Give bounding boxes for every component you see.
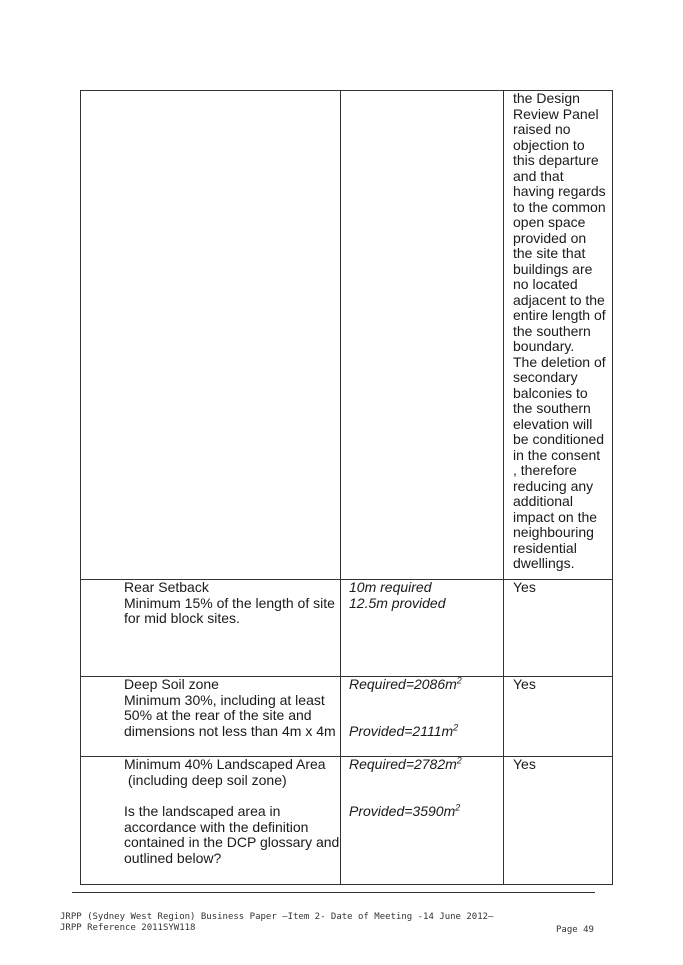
- required-line: [349, 757, 499, 773]
- table-row: [80, 579, 613, 676]
- control-text: [124, 677, 340, 739]
- line: 10m required: [349, 579, 432, 595]
- provided-value: Provided=3590m: [349, 802, 456, 819]
- table-cell-compliance: [504, 676, 613, 756]
- superscript: 2: [453, 721, 459, 732]
- line: in the consent: [513, 446, 601, 463]
- line: the Design: [513, 90, 580, 106]
- line: additional: [513, 493, 573, 509]
- line: and that: [513, 167, 564, 184]
- line: objection to: [513, 136, 585, 153]
- table-cell-compliance: [504, 756, 613, 884]
- line: outlined below?: [124, 849, 222, 866]
- line: to the common: [513, 198, 606, 215]
- line: for mid block sites.: [124, 610, 240, 626]
- table-cell-compliance: [504, 579, 613, 676]
- row-divider: [80, 884, 613, 885]
- line: adjacent to the: [513, 291, 605, 308]
- line: , therefore: [513, 462, 577, 478]
- line: buildings are: [513, 260, 593, 277]
- line: 12.5m provided: [349, 594, 446, 611]
- line: Minimum 40% Landscaped Area: [124, 756, 326, 772]
- control-text: [124, 757, 340, 866]
- table-cell-control: [80, 579, 341, 676]
- proposal-text: [349, 677, 499, 739]
- line: The deletion of: [513, 353, 606, 370]
- line: contained in the DCP glossary and: [124, 834, 340, 850]
- line: provided on: [513, 229, 587, 246]
- line: raised no: [513, 121, 571, 137]
- table-cell-proposal: [341, 676, 504, 756]
- line: this departure: [513, 152, 599, 168]
- superscript: 2: [455, 801, 461, 812]
- provided-line: [349, 721, 499, 740]
- table-cell-control: [80, 90, 341, 579]
- proposal-text: [349, 757, 499, 819]
- table-row: [80, 756, 613, 884]
- line: the site that: [513, 245, 586, 261]
- line: (including deep soil zone): [124, 771, 287, 788]
- line: open space: [513, 214, 586, 230]
- proposal-text: [349, 580, 499, 611]
- provided-value: Provided=2111m: [349, 722, 454, 739]
- table-cell-proposal: [341, 756, 504, 884]
- line: Deep Soil zone: [124, 676, 219, 692]
- compliance-comment: [513, 91, 611, 572]
- line: dwellings.: [513, 555, 575, 571]
- footer-rule: [72, 892, 595, 893]
- line: boundary.: [513, 338, 575, 354]
- line: Minimum 15% of the length of site: [124, 594, 335, 611]
- line: accordance with the definition: [124, 818, 309, 835]
- line: impact on the: [513, 508, 598, 525]
- line: dimensions not less than 4m x 4m: [124, 722, 336, 739]
- line: Review Panel: [513, 105, 599, 122]
- line: neighbouring: [513, 524, 594, 540]
- table-cell-proposal: [341, 90, 504, 579]
- line: having regards: [513, 183, 606, 199]
- table-row: [80, 90, 613, 579]
- required-line: [349, 677, 499, 693]
- provided-line: [349, 801, 499, 820]
- row-divider: [80, 90, 613, 91]
- line: be conditioned: [513, 431, 605, 447]
- control-text: [124, 580, 340, 627]
- line: the southern: [513, 322, 591, 339]
- line: the southern: [513, 400, 591, 416]
- line: reducing any: [513, 477, 594, 494]
- line: 50% at the rear of the site and: [124, 707, 312, 723]
- line: elevation will: [513, 415, 593, 432]
- line: secondary: [513, 369, 578, 385]
- spacer: [124, 788, 340, 804]
- line: Rear Setback: [124, 579, 209, 595]
- line: Minimum 30%, including at least: [124, 691, 325, 708]
- line: residential: [513, 539, 577, 556]
- table-cell-control: [80, 756, 341, 884]
- superscript: 2: [456, 755, 462, 766]
- table-cell-proposal: [341, 579, 504, 676]
- table-cell-compliance: [504, 90, 613, 579]
- compliance-value: Yes: [513, 579, 536, 595]
- compliance-value: Yes: [513, 676, 536, 692]
- line: Is the landscaped area in: [124, 803, 281, 819]
- line: entire length of: [513, 307, 606, 323]
- page-number: Page 49: [556, 925, 594, 935]
- table-cell-control: [80, 676, 341, 756]
- footer-business-paper: JRPP (Sydney West Region) Business Paper –Item 2- Date of Meeting -14 June 2012–: [60, 912, 494, 922]
- line: no located: [513, 276, 578, 292]
- line: balconies to: [513, 384, 588, 401]
- footer-reference: JRPP Reference 2011SYW118: [60, 923, 196, 933]
- superscript: 2: [456, 675, 462, 686]
- compliance-value: Yes: [513, 756, 536, 772]
- table-row: [80, 676, 613, 756]
- required-value: Required=2086m: [349, 676, 457, 692]
- required-value: Required=2782m: [349, 756, 457, 772]
